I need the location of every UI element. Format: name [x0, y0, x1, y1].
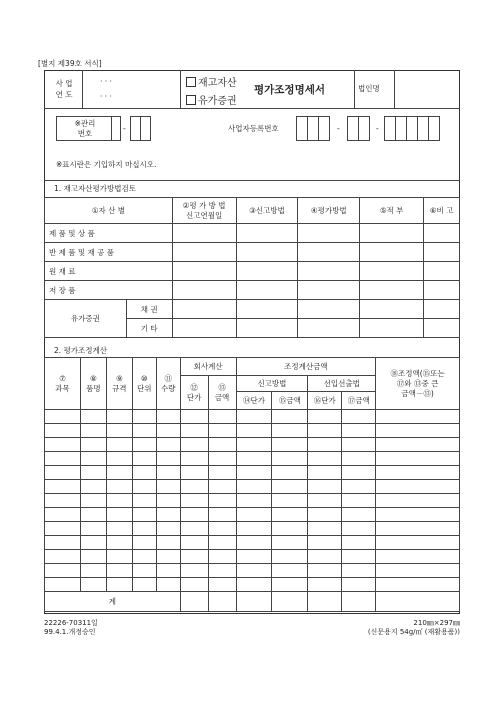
- table-row: [45, 578, 460, 592]
- checkbox-icon[interactable]: [186, 77, 196, 87]
- col-declared: 신고방법: [236, 376, 308, 392]
- row-wip: 반 제 품 및 재 공 품: [45, 243, 173, 262]
- col-company-calc: 회사계산: [180, 358, 236, 376]
- biz-reg-label: 사업자등록번호: [228, 124, 279, 133]
- paper-size: 210㎜×297㎜: [413, 619, 460, 627]
- table-row: [45, 536, 460, 550]
- row-products: 제 품 및 상 품: [45, 224, 173, 243]
- row-others: 기 타: [126, 319, 172, 338]
- notice-text: ※표시란은 기입하지 마십시오.: [56, 160, 157, 169]
- business-year-label: 사 업 연 도: [55, 79, 73, 99]
- col-subject: ⑦ 과목: [45, 358, 81, 410]
- col-d-amount: ⑮금액: [272, 392, 308, 410]
- table-row: [45, 424, 460, 438]
- row-raw: 원 재 료: [45, 262, 173, 281]
- form-title: 평가조정명세서: [254, 84, 326, 96]
- table-row: [45, 508, 460, 522]
- col-declared-method: ③신고방법: [236, 198, 298, 224]
- year-from: · · ·: [100, 77, 112, 86]
- row-stored: 저 장 품: [45, 281, 173, 300]
- col-company-price: ⑫ 단가: [180, 376, 208, 410]
- mgmt-number-label: ※관리 번호: [74, 119, 96, 138]
- col-item: ⑧ 품명: [80, 358, 106, 410]
- col-qty: ⑪ 수량: [156, 358, 180, 410]
- section1-title: 1. 재고자산평가방법검토: [54, 184, 136, 193]
- col-asset: ①자 산 별: [45, 198, 173, 224]
- col-remarks: ⑥비 고: [424, 198, 460, 224]
- col-fifo: 선입선출법: [308, 376, 376, 392]
- section1-table: [44, 197, 460, 338]
- table-row: [45, 564, 460, 578]
- table-row: [45, 522, 460, 536]
- row-securities: 유가증권: [45, 300, 127, 338]
- section2-title: 2. 평가조정계산: [54, 346, 108, 355]
- year-to: · · ·: [100, 92, 112, 101]
- table-row: [45, 480, 460, 494]
- option-securities[interactable]: 유가증권: [186, 92, 237, 107]
- form-code: 22226-70311일: [44, 619, 98, 627]
- col-d-price: ⑭단가: [236, 392, 272, 410]
- biz-reg-digit[interactable]: [318, 116, 330, 141]
- col-method-date: ②평 가 방 법 신고연월일: [172, 198, 236, 224]
- col-company-amount: ⑬ 금액: [208, 376, 236, 410]
- table-row: [45, 494, 460, 508]
- paper-type: (신문용지 54g/㎡ (재활용품)): [367, 628, 460, 636]
- col-f-price: ⑯단가: [308, 392, 342, 410]
- col-suitability: ⑤적 부: [360, 198, 424, 224]
- option-inventory[interactable]: 재고자산: [186, 74, 237, 89]
- col-adjustment: ⑱조정액(⑮또는 ⑰와 ⑬중 큰 금액－⑬): [376, 358, 460, 410]
- checkbox-icon[interactable]: [186, 95, 196, 105]
- biz-reg-digit[interactable]: [358, 116, 370, 141]
- mgmt-number-field[interactable]: [140, 116, 151, 141]
- table-row: [45, 550, 460, 564]
- table-row: [45, 410, 460, 424]
- table-row: [45, 452, 460, 466]
- approval-date: 99.4.1.개정승인: [44, 628, 96, 636]
- col-eval-method: ④평가방법: [298, 198, 360, 224]
- biz-reg-digit[interactable]: [428, 116, 440, 141]
- corp-name-label: 법인명: [358, 84, 380, 93]
- form-number: [별지 제39호 서식]: [38, 59, 102, 68]
- col-adjust-calc: 조정계산금액: [236, 358, 376, 376]
- table-row: [45, 466, 460, 480]
- table-row: [45, 438, 460, 452]
- row-bonds: 채 권: [126, 300, 172, 319]
- mgmt-number-field[interactable]: [111, 116, 121, 141]
- section2-table: [44, 357, 460, 612]
- col-f-amount: ⑰금액: [342, 392, 376, 410]
- col-unit: ⑩ 단위: [132, 358, 156, 410]
- total-label: 계: [45, 592, 181, 612]
- col-spec: ⑨ 규격: [106, 358, 132, 410]
